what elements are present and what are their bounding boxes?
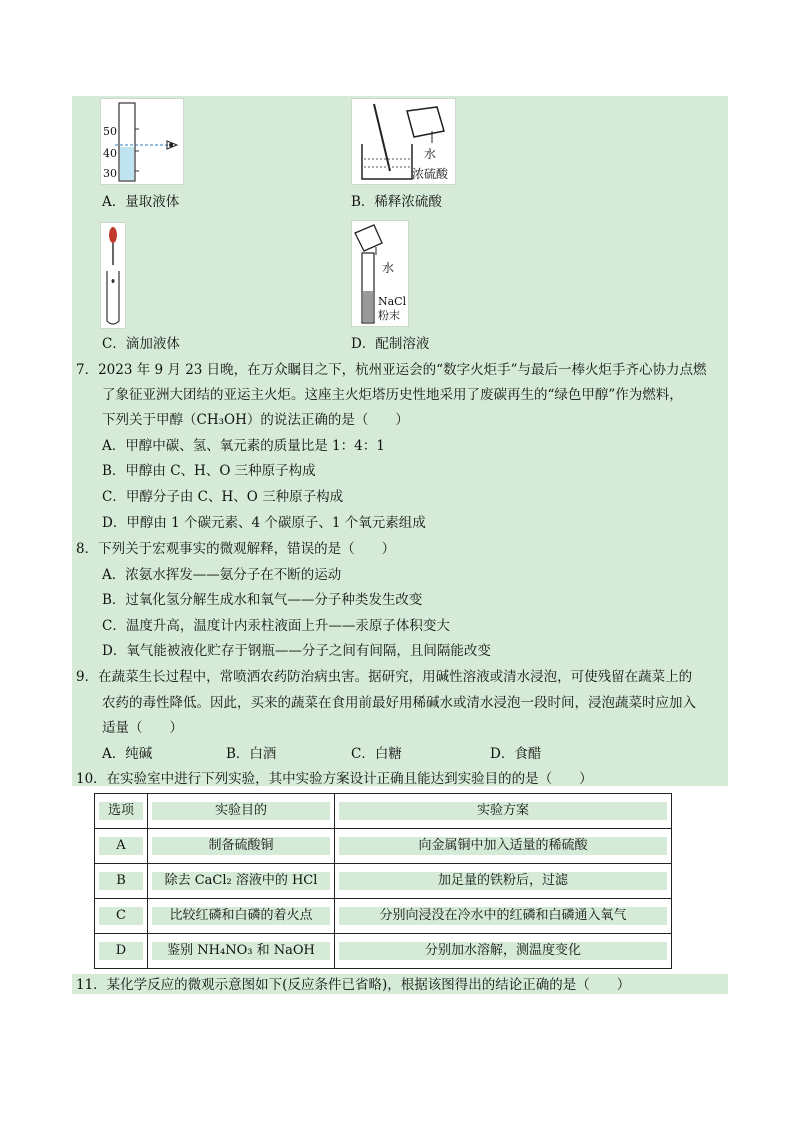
figure-b-caption: B．稀释浓硫酸	[351, 194, 442, 210]
label-water: 水	[424, 147, 437, 161]
figure-d-solution	[351, 220, 409, 327]
header-plan: 实验方案	[339, 802, 667, 820]
table-row	[95, 934, 672, 969]
label-water-d: 水	[382, 261, 395, 275]
q9-line1: 9．在蔬菜生长过程中，常喷洒农药防治病虫害。据研究，用碱性溶液或清水浸泡，可使残留在蔬菜上的	[76, 669, 693, 685]
experiment-table	[94, 793, 672, 969]
q7-line3: 下列关于甲醇（CH₃OH）的说法正确的是（ ）	[102, 412, 409, 428]
figure-c-caption: C．滴加液体	[102, 336, 180, 352]
row-b-purpose: 除去 CaCl₂ 溶液中的 HCl	[152, 872, 330, 890]
header-purpose: 实验目的	[152, 802, 330, 820]
q9-line2: 农药的毒性降低。因此，买来的蔬菜在食用前最好用稀碱水或清水浸泡一段时间，浸泡蔬菜时应加入	[102, 695, 696, 711]
q9-option-b: B．白酒	[226, 746, 277, 762]
q9-option-d: D．食醋	[490, 746, 542, 762]
figure-d-caption: D．配制溶液	[351, 336, 430, 352]
dropper-icon	[101, 223, 125, 328]
q9-line3: 适量（ ）	[102, 720, 183, 736]
row-d-option: D	[99, 942, 143, 960]
q9-option-c: C．白糖	[351, 746, 402, 762]
q8-option-c: C．温度升高，温度计内汞柱液面上升——汞原子体积变大	[102, 618, 450, 634]
q7-option-b: B．甲醇由 C、H、O 三种原子构成	[102, 463, 316, 479]
tick-30: 30	[103, 167, 117, 180]
q8-stem: 8．下列关于宏观事实的微观解释，错误的是（ ）	[76, 541, 396, 557]
q7-option-c: C．甲醇分子由 C、H、O 三种原子构成	[102, 489, 344, 505]
tick-40: 40	[103, 147, 117, 160]
figure-a-caption: A．量取液体	[102, 194, 180, 210]
table-row	[95, 829, 672, 864]
row-d-plan: 分别加水溶解，测温度变化	[339, 942, 667, 960]
header-option: 选项	[99, 802, 143, 820]
q11-stem: 11．某化学反应的微观示意图如下(反应条件已省略)，根据该图得出的结论正确的是（ ）	[76, 977, 631, 993]
q8-option-d: D．氧气能被液化贮存于钢瓶——分子之间有间隔，且间隔能改变	[102, 643, 491, 659]
q7-line2: 了象征亚洲大团结的亚运主火炬。这座主火炬塔历史性地采用了废碳再生的“绿色甲醇”作为燃料，	[102, 387, 683, 403]
label-conc-acid: 浓硫酸	[412, 167, 449, 181]
table-header-row	[95, 794, 672, 829]
row-b-option: B	[99, 872, 143, 890]
label-powder: 粉末	[378, 309, 400, 322]
q9-option-a: A．纯碱	[102, 746, 153, 762]
table-row	[95, 899, 672, 934]
row-a-plan: 向金属铜中加入适量的稀硫酸	[339, 837, 667, 855]
q7-option-a: A．甲醇中碳、氢、氧元素的质量比是 1：4：1	[102, 438, 385, 454]
table-row	[95, 864, 672, 899]
row-c-option: C	[99, 907, 143, 925]
tick-50: 50	[103, 125, 117, 138]
row-b-plan: 加足量的铁粉后，过滤	[339, 872, 667, 890]
figure-c-dropper	[100, 222, 126, 329]
row-a-option: A	[99, 837, 143, 855]
figure-a-graduated-cylinder	[100, 98, 184, 185]
figure-b-dilution	[351, 98, 456, 185]
row-d-purpose: 鉴别 NH₄NO₃ 和 NaOH	[152, 942, 330, 960]
q8-option-a: A．浓氨水挥发——氨分子在不断的运动	[102, 567, 342, 583]
row-c-purpose: 比较红磷和白磷的着火点	[152, 907, 330, 925]
q7-line1: 7．2023 年 9 月 23 日晚，在万众瞩目之下，杭州亚运会的“数字火炬手”与最后一棒火炬手齐心协力点燃	[76, 362, 707, 378]
q7-option-d: D．甲醇由 1 个碳元素、4 个碳原子、1 个氧元素组成	[102, 515, 426, 531]
q8-option-b: B．过氧化氢分解生成水和氧气——分子种类发生改变	[102, 592, 423, 608]
label-nacl: NaCl	[378, 295, 407, 308]
row-a-purpose: 制备硫酸铜	[152, 837, 330, 855]
row-c-plan: 分别向浸没在冷水中的红磷和白磷通入氧气	[339, 907, 667, 925]
q10-stem: 10．在实验室中进行下列实验，其中实验方案设计正确且能达到实验目的的是（ ）	[76, 771, 593, 787]
